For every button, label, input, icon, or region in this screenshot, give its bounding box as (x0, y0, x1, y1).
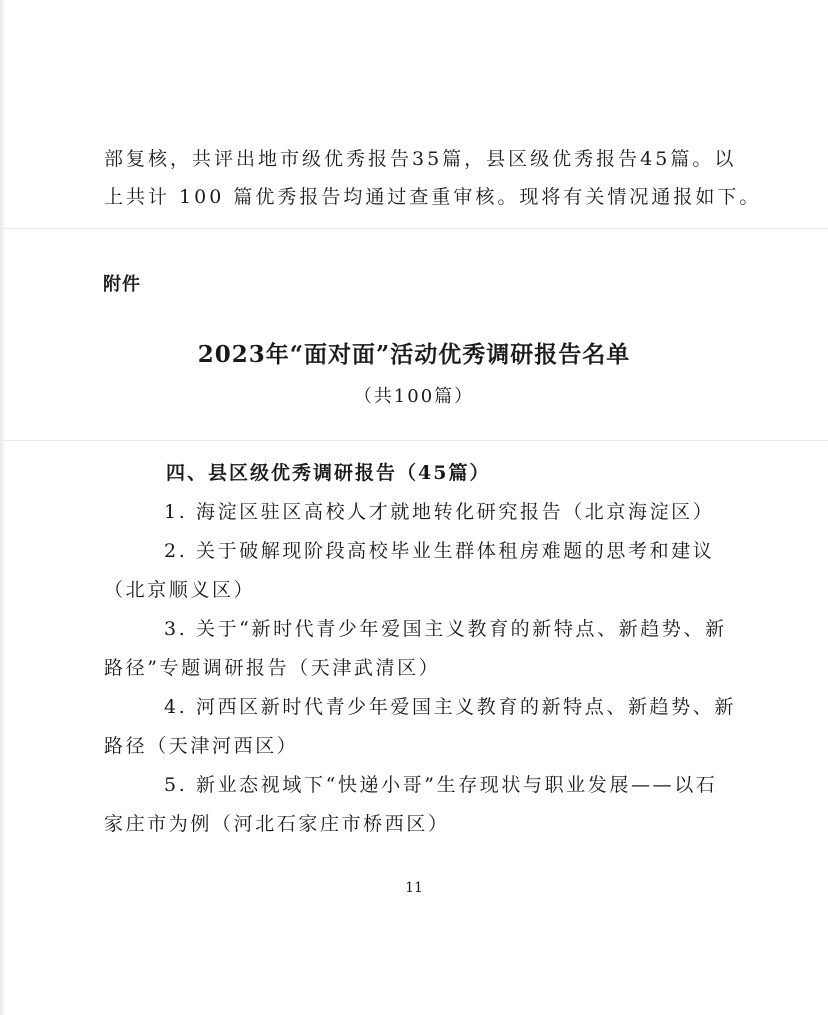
report-item-line: 5. 新业态视域下“快递小哥”生存现状与职业发展——以石 (164, 774, 718, 796)
report-item-line: 2. 关于破解现阶段高校毕业生群体租房难题的思考和建议 (164, 540, 715, 562)
document-subtitle: （共100篇） (353, 386, 475, 407)
report-item (104, 692, 744, 770)
report-item (104, 770, 744, 848)
intro-paragraph (104, 140, 762, 216)
scan-seam (0, 440, 828, 441)
scan-seam (0, 228, 828, 229)
report-item-line: 4. 河西区新时代青少年爱国主义教育的新特点、新趋势、新 (164, 696, 736, 718)
report-item-line: 家庄市为例（河北石家庄市桥西区） (104, 813, 450, 835)
report-item (104, 536, 744, 614)
report-item (104, 497, 744, 536)
intro-line: 部复核，共评出地市级优秀报告35篇，县区级优秀报告45篇。以 (104, 148, 737, 170)
report-list (104, 497, 744, 848)
intro-line: 上共计 100 篇优秀报告均通过查重审核。现将有关情况通报如下。 (104, 186, 762, 208)
section-heading: 四、县区级优秀调研报告（45篇） (166, 462, 491, 484)
report-item-line: 3. 关于“新时代青少年爱国主义教育的新特点、新趋势、新 (164, 618, 727, 640)
attachment-label: 附件 (103, 274, 141, 295)
report-item-line: 路径（天津河西区） (104, 735, 299, 757)
report-item-line: 路径”专题调研报告（天津武清区） (104, 657, 441, 679)
report-item-line: 1. 海淀区驻区高校人才就地转化研究报告（北京海淀区） (164, 501, 715, 523)
document-title: 2023年“面对面”活动优秀调研报告名单 (197, 341, 631, 368)
report-item-line: （北京顺义区） (104, 579, 256, 601)
page-number: 11 (405, 880, 423, 896)
report-item (104, 614, 744, 692)
scan-edge-shadow (0, 0, 6, 1015)
